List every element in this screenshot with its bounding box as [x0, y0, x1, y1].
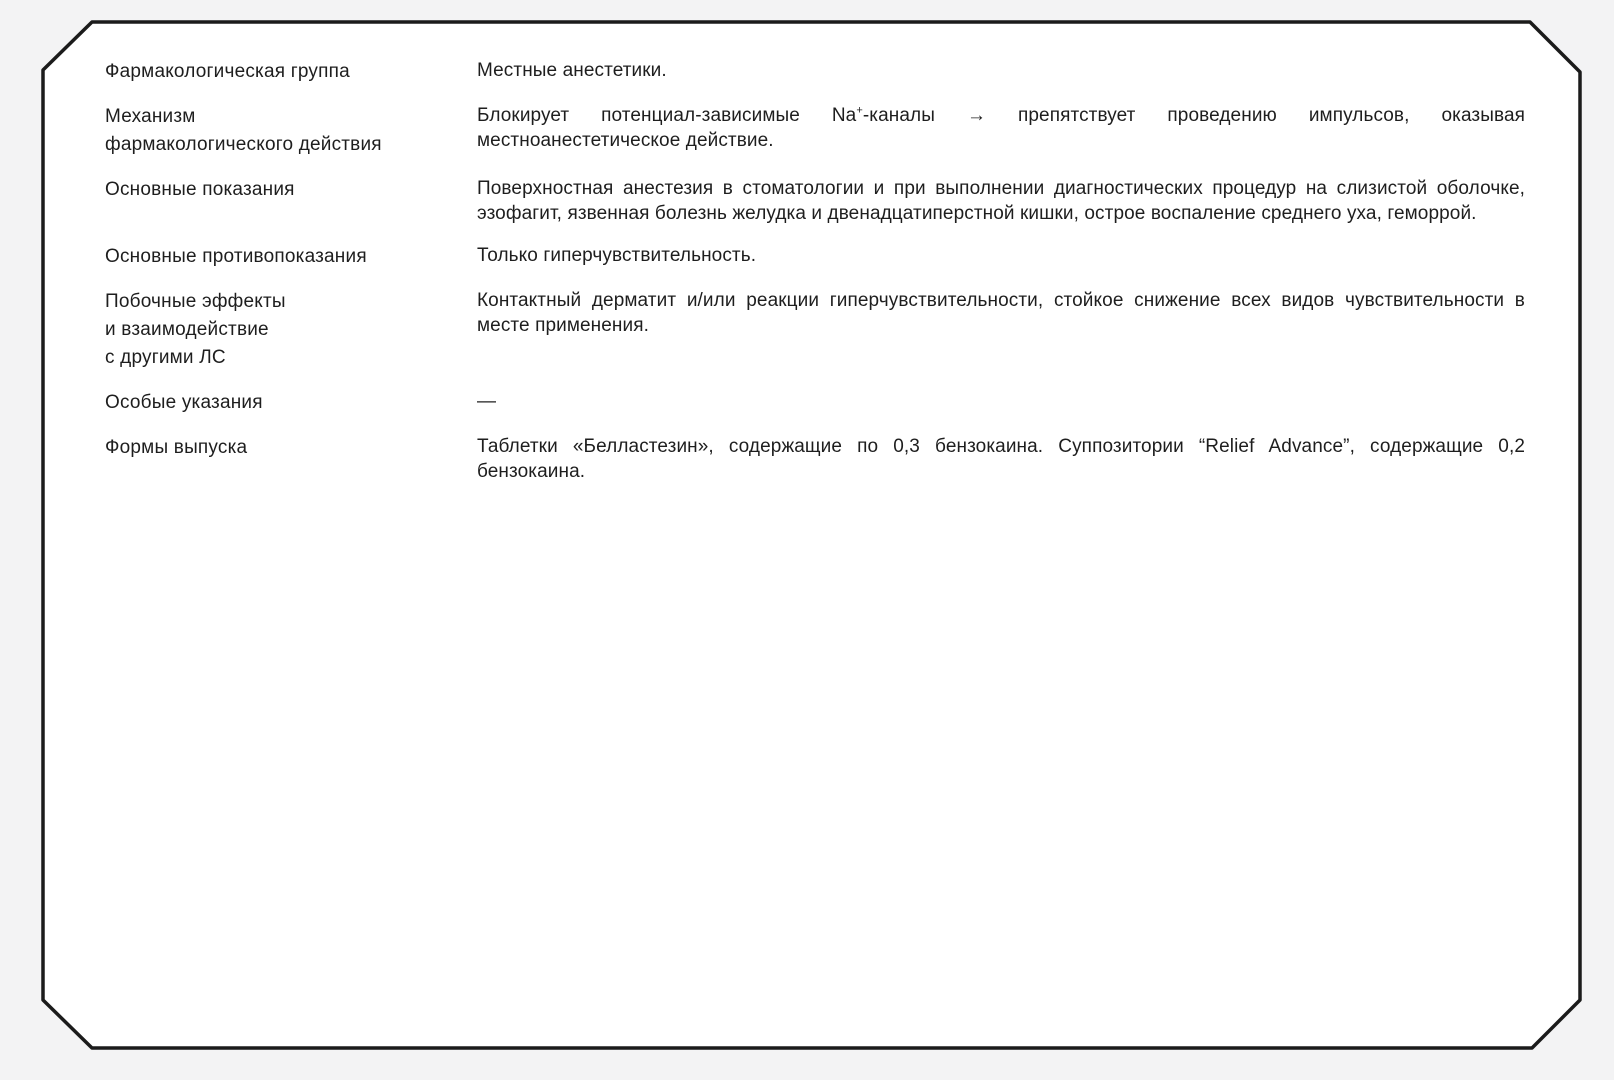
sodium-ion-charge: + — [856, 104, 863, 117]
row-pharmacological-group — [105, 58, 1525, 86]
label-contraindications: Основные противопоказания — [105, 246, 367, 267]
row-mechanism-of-action — [105, 103, 1525, 159]
value-release-forms: Таблетки «Белластезин», содержащие по 0,3 бензокаина. Суппозитории “Relief Advance”, содержащие 0,2 бензокаина. — [477, 436, 1525, 482]
value-contraindications: Только гиперчувствительность. — [477, 245, 757, 266]
label-main-indications: Основные показания — [105, 179, 295, 200]
label-special-instructions: Особые указания — [105, 392, 263, 413]
row-special-instructions — [105, 389, 1525, 417]
mechanism-text-start: Блокирует потенциал-зависимые Na — [477, 105, 857, 126]
value-mechanism-of-action — [477, 103, 1525, 159]
value-main-indications: Поверхностная анестезия в стоматологии и при выполнении диагностических процедур на слизистой оболочке, эзофагит, язвенная болезнь желудка и двенадцатиперстной кишки, острое воспаление среднего уха, геморрой. — [477, 178, 1525, 224]
label-side-effects: Побочные эффекты и взаимодействие с другими ЛС — [105, 291, 286, 368]
row-side-effects — [105, 288, 1525, 372]
label-release-forms: Формы выпуска — [105, 437, 248, 458]
row-contraindications — [105, 243, 1525, 271]
value-side-effects: Контактный дерматит и/или реакции гиперчувствительности, стойкое снижение всех видов чувствительности в месте применения. — [477, 290, 1525, 336]
row-release-forms — [105, 434, 1525, 484]
label-pharmacological-group: Фармакологическая группа — [105, 61, 350, 82]
row-main-indications — [105, 176, 1525, 226]
mechanism-text-end: -каналы → препятствует проведению импульсов, оказывая местноанестетическое действие. — [477, 105, 1525, 151]
label-mechanism-of-action: Механизм фармакологического действия — [105, 106, 382, 155]
drug-info-card — [105, 58, 1525, 501]
value-special-instructions: — — [477, 391, 497, 412]
value-pharmacological-group: Местные анестетики. — [477, 60, 667, 81]
